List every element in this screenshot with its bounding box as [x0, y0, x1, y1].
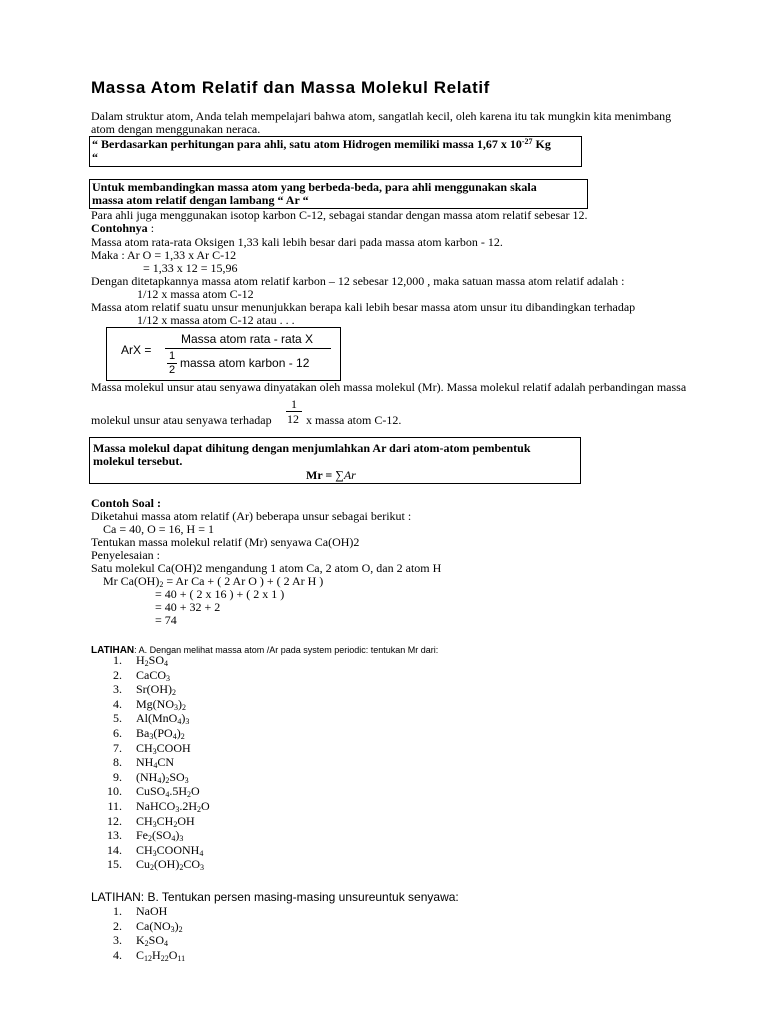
example-line-5: 1/12 x massa atom C-12 — [137, 287, 254, 301]
exercise-a-item-number: 9. — [113, 769, 122, 784]
exercise-b-item-number: 2. — [113, 918, 122, 933]
exercise-b-item-number: 3. — [113, 933, 122, 948]
page-title: Massa Atom Relatif dan Massa Molekul Relatif — [91, 78, 490, 97]
isotope-paragraph: Para ahli juga menggunakan isotop karbon C-12, sebagai standar dengan massa atom relatif sebesar 12. — [91, 208, 588, 222]
sample-line-6-a: Mr Ca(OH) — [103, 574, 160, 588]
exercise-a-item-number: 12. — [107, 813, 122, 828]
hydrogen-mass-unit: Kg — [535, 137, 551, 151]
exercise-b-label: LATIHAN — [91, 890, 141, 904]
hydrogen-mass-quote-close: “ — [92, 150, 98, 164]
mr-fraction-denominator: 12 — [287, 412, 299, 426]
exercise-b-item-formula: $Ca(NO_3)_2$ — [136, 918, 183, 934]
sample-line-5: Satu molekul Ca(OH)2 mengandung 1 atom Ca, 2 atom O, dan 2 atom H — [91, 561, 442, 575]
arx-formula-numerator: Massa atom rata - rata X — [181, 332, 314, 346]
hydrogen-mass-line — [92, 138, 551, 151]
exercise-a-item-formula: $Cu_2(OH)_2CO_3$ — [136, 857, 205, 873]
exercise-a-item-number: 7. — [113, 740, 122, 755]
example-line-6: Massa atom relatif suatu unsur menunjukkan berapa kali lebih besar massa atom unsur itu dibandingkan terhadap — [91, 300, 636, 314]
example-heading — [91, 222, 154, 235]
exercise-a-item-number: 14. — [107, 842, 122, 857]
exercise-a-item-number: 1. — [113, 653, 122, 667]
exercise-a-item-number: 11. — [107, 798, 122, 813]
mr-formula-lhs: Mr = — [306, 468, 333, 482]
example-colon: : — [147, 221, 155, 235]
exercise-a-item-formula: $(NH_4)_2SO_3$ — [136, 769, 189, 785]
sample-line-4: Penyelesaian : — [91, 548, 160, 562]
exercise-a-item-formula: $Fe_2(SO_4)_3$ — [136, 828, 184, 844]
exercise-a-item-number: 13. — [107, 828, 122, 843]
mr-line-2-start: molekul unsur atau senyawa terhadap — [91, 413, 272, 427]
example-line-4: Dengan ditetapkannya massa atom relatif karbon – 12 sebesar 12,000 , maka satuan massa atom relatif adalah : — [91, 274, 625, 288]
exercise-a-item-number: 4. — [113, 696, 122, 711]
example-line-2: Maka : Ar O = 1,33 x Ar C-12 — [91, 248, 237, 262]
ar-definition-box — [89, 179, 588, 209]
sample-line-2: Ca = 40, O = 16, H = 1 — [103, 522, 214, 536]
mr-line-2-end: x massa atom C-12. — [306, 413, 402, 427]
mr-definition-line-2: molekul tersebut. — [93, 454, 183, 468]
exercise-b-item-formula: NaOH — [136, 904, 168, 918]
sample-line-9: = 74 — [155, 613, 177, 627]
arx-inner-fraction-numerator: 1 — [169, 350, 176, 362]
exercise-b-item-number: 4. — [113, 947, 122, 962]
exercise-a-item-formula: $Sr(OH)_2$ — [136, 682, 176, 698]
mr-fraction-numerator: 1 — [291, 397, 297, 411]
example-line-3: = 1,33 x 12 = 15,96 — [143, 261, 238, 275]
exercise-a-item-number: 3. — [113, 682, 122, 697]
exercise-b-instruction: : B. Tentukan persen masing-masing unsureuntuk senyawa: — [140, 890, 459, 904]
exercise-a-item-number: 10. — [107, 784, 122, 799]
intro-line-2: atom dengan menggunakan neraca. — [91, 122, 261, 136]
intro-line-1: Dalam struktur atom, Anda telah mempelajari bahwa atom, sangatlah kecil, oleh karena itu tak mungkin kita menimbang — [91, 109, 672, 123]
mr-line-1: Massa molekul unsur atau senyawa dinyatakan oleh massa molekul (Mr). Massa molekul relatif adalah perbandingan massa — [91, 380, 687, 394]
mr-formula-rhs: Ar — [343, 468, 356, 482]
sample-line-6-sub: 2 — [159, 580, 164, 589]
exercise-a-item-number: 6. — [113, 725, 122, 740]
exercise-a-item-formula: $Mg(NO_3)_2$ — [136, 696, 186, 712]
mr-definition-box — [89, 437, 581, 484]
exercise-a-item-number: 2. — [113, 667, 122, 682]
ar-definition-line-1: Untuk membandingkan massa atom yang berbeda-beda, para ahli menggunakan skala — [92, 180, 537, 194]
exercise-a-item-number: 5. — [113, 711, 122, 726]
arx-formula-box — [106, 327, 341, 381]
arx-inner-fraction-denominator: 2 — [169, 364, 176, 376]
mr-formula — [306, 469, 356, 482]
sample-problem-heading: Contoh Soal : — [91, 496, 162, 510]
exercise-a-item-formula: $CH_3COONH_4$ — [136, 842, 204, 858]
ar-definition-line-2: massa atom relatif dengan lambang “ Ar “ — [92, 193, 309, 207]
example-line-7: 1/12 x massa atom C-12 atau . . . — [137, 313, 295, 327]
arx-formula-denominator: massa atom karbon - 12 — [180, 356, 310, 370]
exercise-a-label: LATIHAN — [91, 645, 135, 656]
sigma-symbol: ∑ — [335, 468, 344, 482]
exercise-a-item-formula: $NH_4CN$ — [136, 755, 175, 771]
exercise-a-item-formula: $CH_3COOH$ — [136, 740, 191, 756]
example-line-1: Massa atom rata-rata Oksigen 1,33 kali lebih besar dari pada massa atom karbon - 12. — [91, 235, 503, 249]
example-label: Contohnya — [91, 221, 148, 235]
exercise-b-item-number: 1. — [113, 904, 122, 918]
exercise-a-item-number: 15. — [107, 857, 122, 872]
exercise-a-item-formula: $CuSO_4.5H_2O$ — [136, 784, 200, 800]
exercise-a-item-number: 8. — [113, 755, 122, 770]
arx-formula-lhs: ArX = — [121, 343, 152, 357]
exercise-b-item-formula: $K_2SO_4$ — [136, 933, 169, 949]
hydrogen-mass-box — [89, 136, 582, 167]
exercise-a-item-formula: $Al(MnO_4)_3$ — [136, 711, 190, 727]
exercise-a-item-formula: CaCO$_3$ — [136, 667, 170, 683]
exercise-a-item-formula: $H_2SO_4$ — [136, 653, 169, 668]
hydrogen-mass-text: “ Berdasarkan perhitungan para ahli, satu atom Hidrogen memiliki massa 1,67 x 10 — [92, 137, 522, 151]
exercise-b-item-formula: $C_{12}H_{22}O_{11}$ — [136, 947, 186, 963]
hydrogen-mass-exponent: -27 — [521, 137, 533, 146]
sample-line-7: = 40 + ( 2 x 16 ) + ( 2 x 1 ) — [155, 587, 285, 601]
exercise-a-instruction: : A. Dengan melihat massa atom /Ar pada system periodic: tentukan Mr dari: — [134, 645, 439, 655]
exercise-a-item-formula: $CH_3CH_2OH$ — [136, 813, 195, 829]
arx-fraction-bar — [165, 348, 331, 349]
exercise-a-item-formula: $NaHCO_3.2H_2O$ — [136, 798, 210, 814]
sample-line-1: Diketahui massa atom relatif (Ar) beberapa unsur sebagai berikut : — [91, 509, 412, 523]
exercise-a-item-formula: $Ba_3(PO_4)_2$ — [136, 725, 185, 741]
mr-definition-line-1: Massa molekul dapat dihitung dengan menjumlahkan Ar dari atom-atom pembentuk — [93, 441, 531, 455]
sample-line-6-b: = Ar Ca + ( 2 Ar O ) + ( 2 Ar H ) — [163, 574, 324, 588]
sample-line-8: = 40 + 32 + 2 — [155, 600, 221, 614]
sample-line-3: Tentukan massa molekul relatif (Mr) senyawa Ca(OH)2 — [91, 535, 360, 549]
